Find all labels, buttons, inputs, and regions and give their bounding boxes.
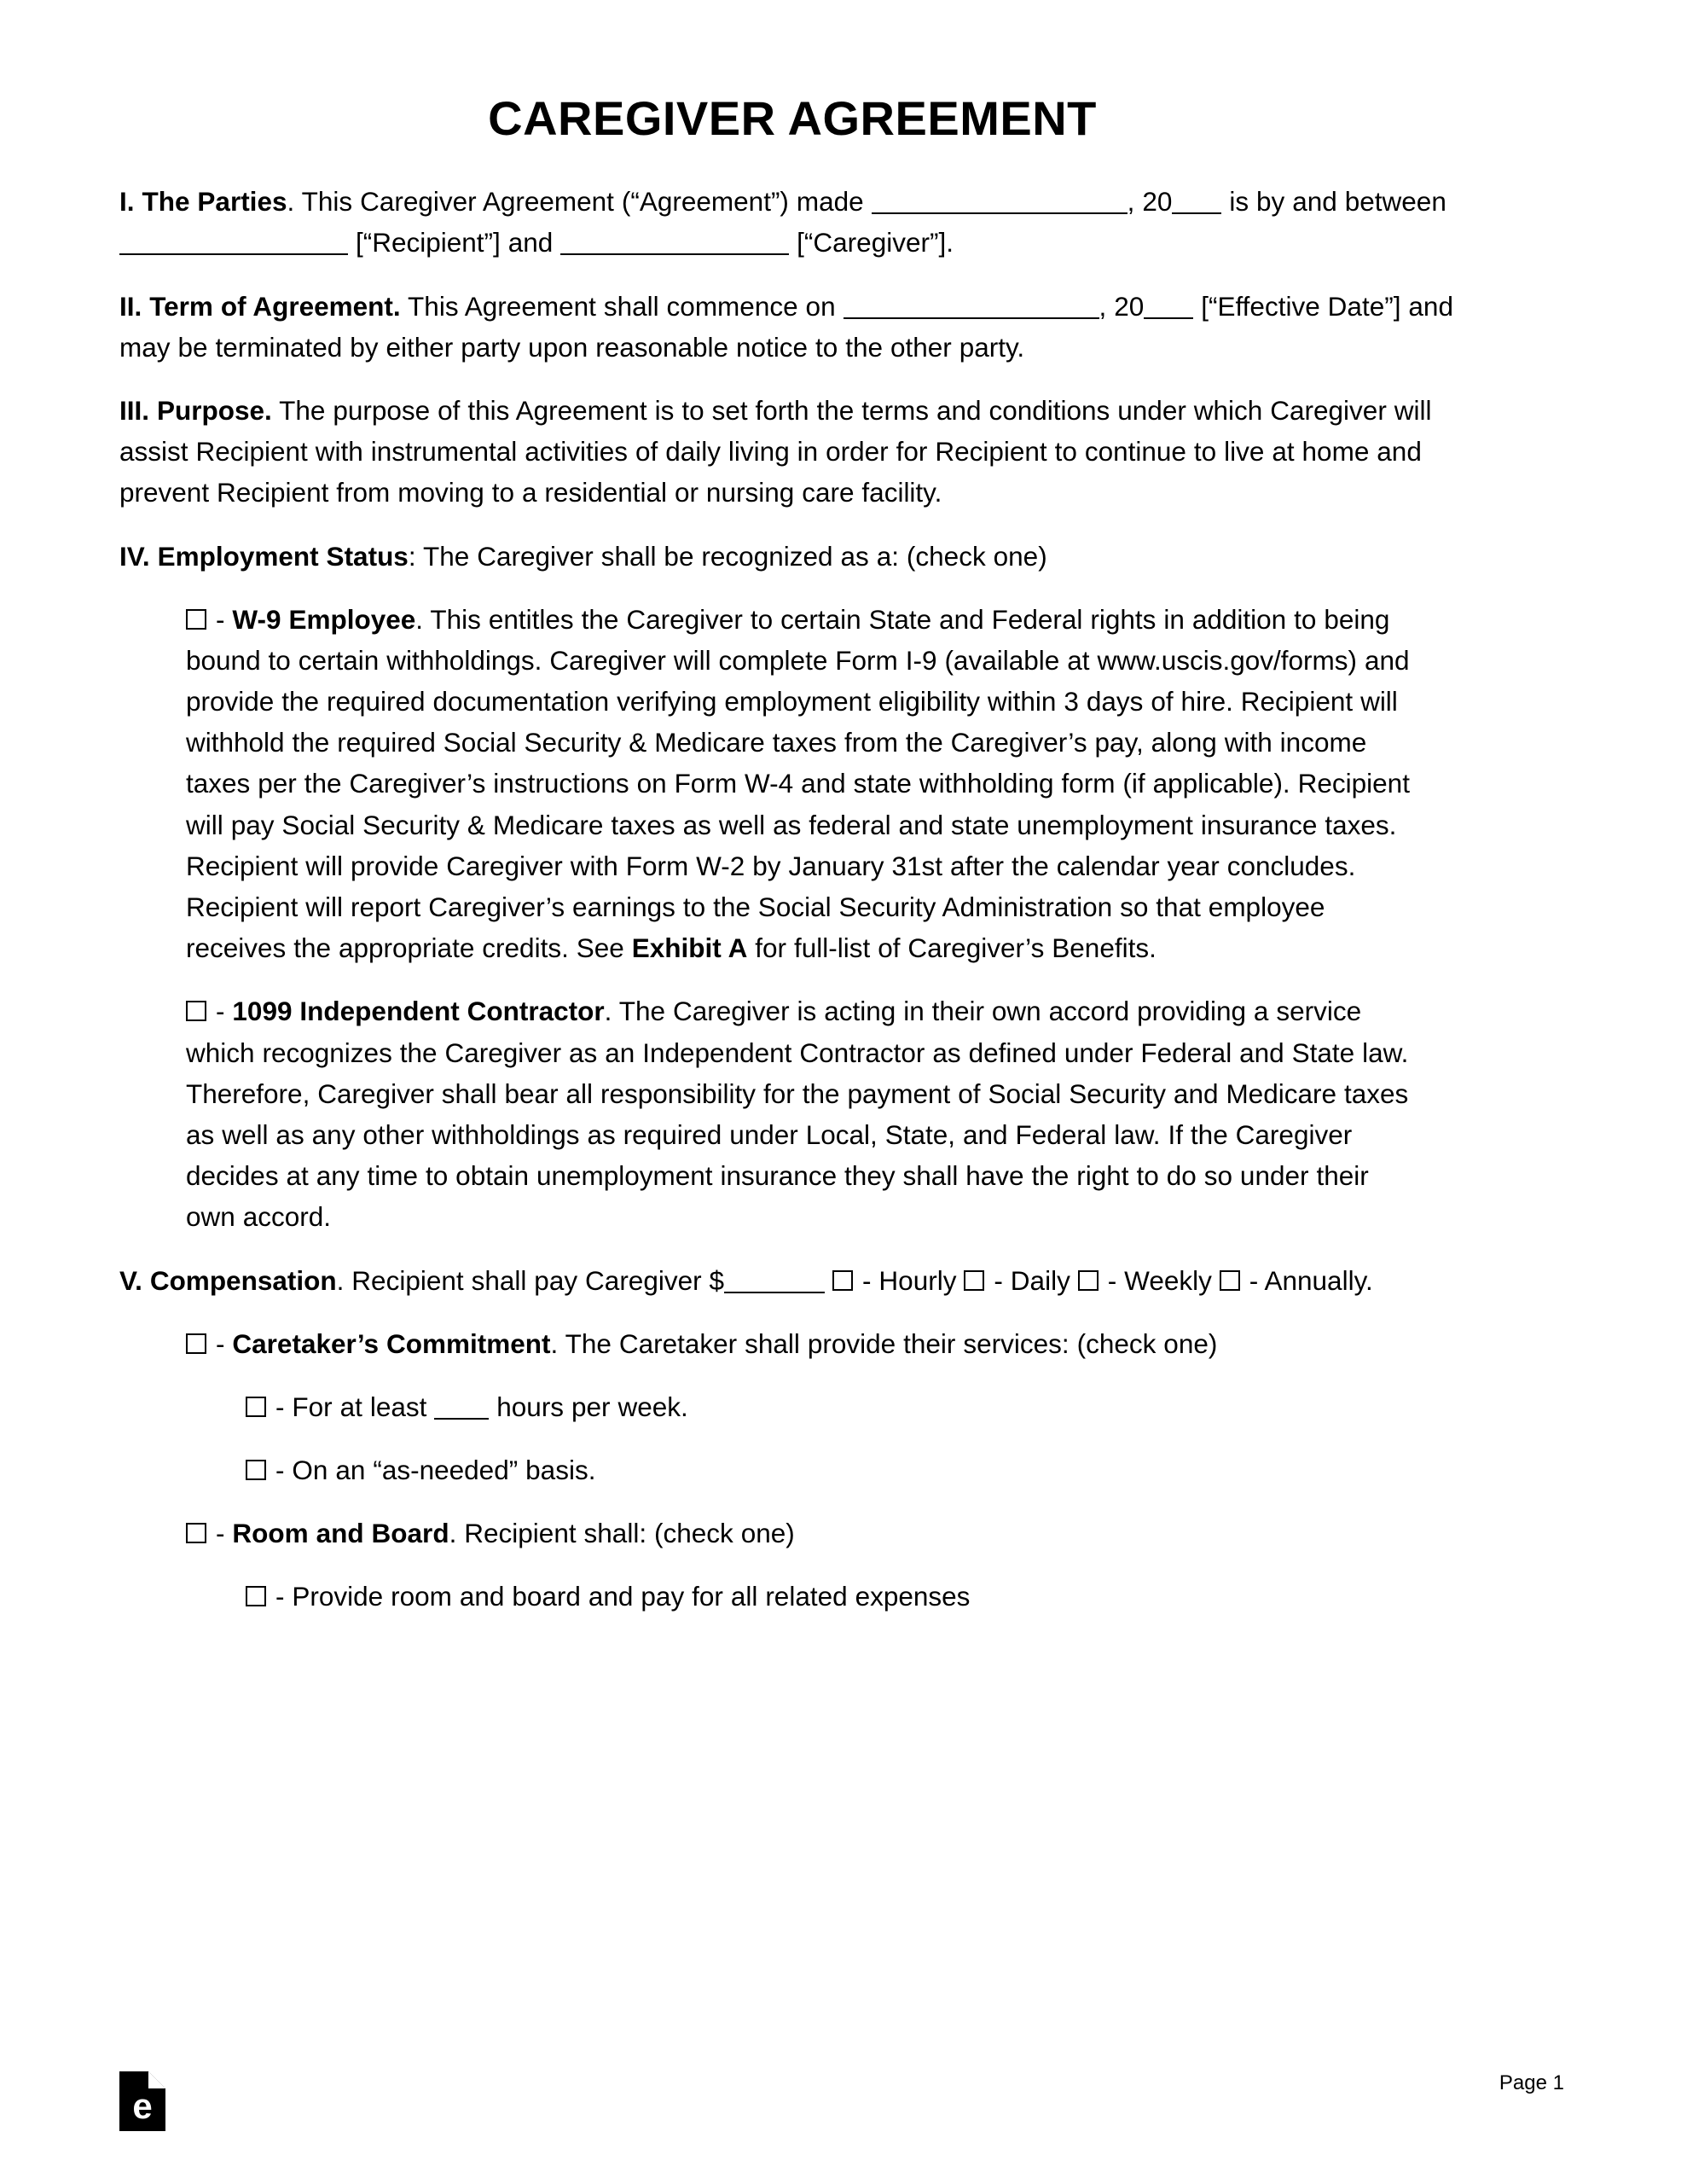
label-weekly: - Weekly (1107, 1264, 1212, 1296)
label-provide-room-and-board: - Provide room and board and pay for all related expenses (275, 1581, 971, 1612)
label-hourly: - Hourly (861, 1264, 957, 1296)
checkbox-1099-contractor[interactable] (186, 1001, 206, 1021)
label-as-needed-basis: - On an “as-needed” basis. (275, 1455, 596, 1486)
svg-text:e: e (132, 2086, 153, 2126)
option-caretakers-commitment: - Caretaker’s Commitment. The Caretaker shall provide their services: (check one) (186, 1323, 1414, 1364)
option-as-needed-basis (246, 1449, 1414, 1490)
label-hours-per-week-after: hours per week. (489, 1391, 688, 1422)
date-blank[interactable] (872, 190, 1128, 214)
option-room-and-board-label: Room and Board (232, 1518, 449, 1549)
section-purpose-body: The purpose of this Agreement is to set forth the terms and conditions under which Caregiver will assist Recipient with instrumental activities of daily living in order for Recipient to continue to live at home and prevent Recipient from moving to a residential or nursing care facility. (119, 394, 1432, 508)
section-term (119, 286, 1465, 368)
compensation-amount-blank[interactable] (724, 1269, 825, 1293)
section-parties-heading: I. The Parties (119, 186, 287, 218)
section-parties-text-1: . This Caregiver Agreement (“Agreement”) made (287, 186, 872, 218)
checkbox-hourly[interactable] (832, 1270, 853, 1291)
label-daily: - Daily (994, 1264, 1070, 1296)
checkbox-annually[interactable] (1220, 1270, 1240, 1291)
section-term-text-2: , 20 (1099, 290, 1145, 322)
option-1099-contractor-label: 1099 Independent Contractor (232, 996, 605, 1027)
section-employment-status (119, 536, 1465, 577)
page-title: CAREGIVER AGREEMENT (488, 91, 1097, 145)
section-parties-text-5: [“Caregiver”]. (789, 227, 954, 258)
checkbox-weekly[interactable] (1078, 1270, 1099, 1291)
option-w9-employee-text: . This entitles the Caregiver to certain State and Federal rights in addition to being bound to certain withholdings. Caregiver will complete Form I-9 (available at www.uscis.gov/forms) and provide the required documentation verifying employment eligibility within 3 days of hire. Recipient will withhold the required Social Security & Medicare taxes from the Caregiver’s pay, along with income taxes per the Caregiver’s instructions on Form W-4 and state withholding form (if applicable). Recipient will pay Social Security & Medicare taxes as well as federal and state unemployment insurance taxes. Recipient will provide Caregiver with Form W-2 by January 31st after the calendar year concludes. Recipient will report Caregiver’s earnings to the Social Security Administration so that employee receives the appropriate credits. See (186, 603, 1410, 964)
checkbox-as-needed-basis[interactable] (246, 1460, 266, 1480)
option-caretakers-commitment-label: Caretaker’s Commitment (232, 1327, 551, 1359)
section-parties (119, 181, 1465, 263)
option-room-and-board-text: . Recipient shall: (check one) (449, 1518, 795, 1549)
document-content (119, 0, 1465, 1618)
recipient-name-blank[interactable] (119, 231, 348, 255)
caregiver-name-blank[interactable] (560, 231, 789, 255)
option-room-and-board: - Room and Board. Recipient shall: (check one) (186, 1513, 1414, 1554)
year-blank[interactable] (1172, 190, 1221, 214)
page-footer (119, 2037, 1568, 2131)
option-w9-employee-label: W-9 Employee (232, 603, 416, 635)
checkbox-w9-employee[interactable] (186, 609, 206, 630)
option-1099-contractor-text: . The Caregiver is acting in their own accord providing a service which recognizes the Caregiver as an Independent Contractor as defined under Federal and State law. Therefore, Caregiver shall bear all responsibility for the payment of Social Security and Medicare taxes as well as any other withholdings as required under Local, State, and Federal law. If the Caregiver decides at any time to obtain unemployment insurance they shall have the right to do so under their own accord. (186, 996, 1409, 1233)
option-hours-per-week (246, 1386, 1414, 1427)
section-compensation (119, 1260, 1465, 1301)
section-purpose-heading: III. Purpose. (119, 394, 272, 426)
option-caretakers-commitment-text: . The Caretaker shall provide their services: (check one) (550, 1327, 1218, 1359)
section-term-text-1: This Agreement shall commence on (400, 290, 844, 322)
hours-per-week-blank[interactable] (434, 1396, 489, 1420)
option-w9-employee-text-end: for full-list of Caregiver’s Benefits. (747, 932, 1157, 964)
page-number: Page 1 (1499, 2071, 1564, 2094)
section-employment-status-heading: IV. Employment Status (119, 540, 409, 572)
label-annually: - Annually. (1249, 1264, 1373, 1296)
section-employment-status-body: : The Caregiver shall be recognized as a: (check one) (408, 540, 1047, 572)
section-parties-text-3: is by and between (1221, 186, 1446, 218)
section-term-heading: II. Term of Agreement. (119, 290, 401, 322)
checkbox-room-and-board[interactable] (186, 1523, 206, 1543)
checkbox-provide-room-and-board[interactable] (246, 1586, 266, 1606)
eforms-logo-icon (119, 2071, 165, 2131)
checkbox-hours-per-week[interactable] (246, 1397, 266, 1417)
checkbox-daily[interactable] (964, 1270, 984, 1291)
option-w9-employee: - W-9 Employee. This entitles the Caregiver to certain State and Federal rights in addition to being bound to certain withholdings. Caregiver will complete Form I-9 (available at www.uscis.gov/forms) and provide the required documentation verifying employment eligibility within 3 days of hire. Recipient will withhold the required Social Security & Medicare taxes from the Caregiver’s pay, along with income taxes per the Caregiver’s instructions on Form W-4 and state withholding form (if applicable). Recipient will pay Social Security & Medicare taxes as well as federal and state unemployment insurance taxes. Recipient will provide Caregiver with Form W-2 by January 31st after the calendar year concludes. Recipient will report Caregiver’s earnings to the Social Security Administration so that employee receives the appropriate credits. See Exhibit A for full-list of Caregiver’s Benefits. (186, 603, 1410, 964)
label-hours-per-week-before: - For at least (275, 1391, 435, 1422)
section-purpose (119, 390, 1465, 514)
section-compensation-heading: V. Compensation (119, 1264, 337, 1296)
exhibit-a-reference: Exhibit A (631, 932, 748, 964)
checkbox-caretakers-commitment[interactable] (186, 1333, 206, 1354)
section-term-text-3: [“Effective Date”] and may be terminated by either party upon reasonable notice to the other party. (119, 290, 1453, 363)
section-compensation-text-1: . Recipient shall pay Caregiver $ (336, 1264, 725, 1296)
option-1099-contractor: - 1099 Independent Contractor. The Caregiver is acting in their own accord providing a service which recognizes the Caregiver as an Independent Contractor as defined under Federal and State law. Therefore, Caregiver shall bear all responsibility for the payment of Social Security and Medicare taxes as well as any other withholdings as required under Local, State, and Federal law. If the Caregiver decides at any time to obtain unemployment insurance they shall have the right to do so under their own accord. (186, 996, 1409, 1233)
commencement-year-blank[interactable] (1144, 295, 1193, 319)
section-parties-text-4: [“Recipient”] and (348, 227, 561, 258)
option-provide-room-and-board (246, 1576, 1414, 1617)
commencement-date-blank[interactable] (844, 295, 1099, 319)
section-parties-text-2: , 20 (1127, 186, 1173, 218)
